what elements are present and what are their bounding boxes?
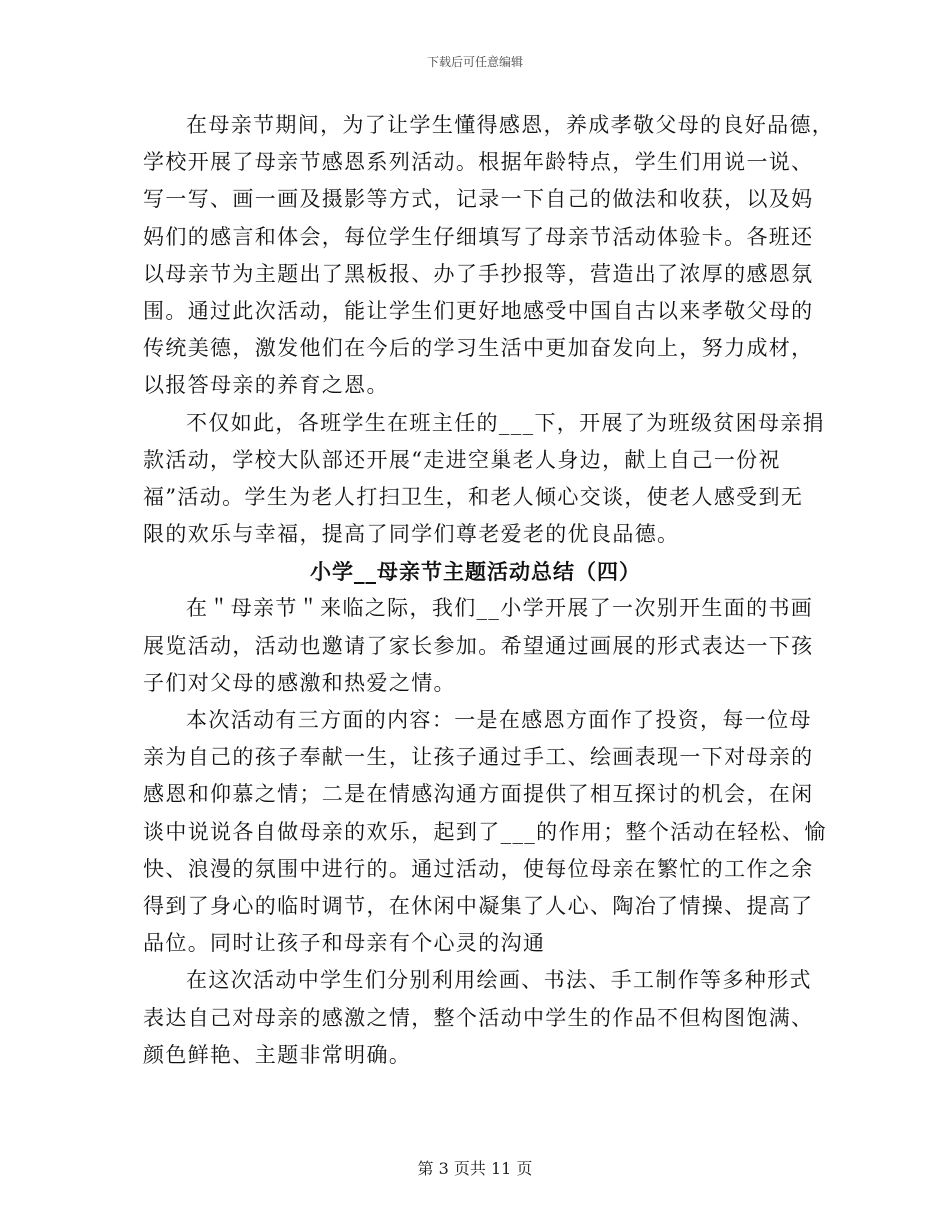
text-line: 品位。同时让孩子和母亲有个心灵的沟通 <box>143 931 546 956</box>
text-line: 展览活动，活动也邀请了家长参加。希望通过画展的形式表达一下孩 <box>143 633 814 658</box>
paragraph-1 <box>143 107 835 405</box>
text-line: 快、浪漫的氛围中进行的。通过活动，使每位母亲在繁忙的工作之余 <box>143 856 814 881</box>
document-body <box>143 107 835 1074</box>
text-line: 表达自己对母亲的感激之情，整个活动中学生的作品不但构图饱满、 <box>143 1005 814 1030</box>
text-line: 谈中说说各自做母亲的欢乐，起到了___的作用；整个活动在轻松、愉 <box>143 819 827 844</box>
text-line: 福”活动。学生为老人打扫卫生，和老人倾心交谈，使老人感受到无 <box>143 484 804 509</box>
section-title: 小学__母亲节主题活动总结（四） <box>310 559 641 585</box>
text-line: 颜色鲜艳、主题非常明确。 <box>143 1042 412 1067</box>
text-line: 以报答母亲的养育之恩。 <box>143 373 389 398</box>
text-line: 围。通过此次活动，能让学生们更好地感受中国自古以来孝敬父母的 <box>143 298 814 323</box>
page-header: 下载后可任意编辑 <box>426 55 523 69</box>
text-line: 不仅如此，各班学生在班主任的___下，开展了为班级贫困母亲捐 <box>186 410 825 435</box>
text-line: 亲为自己的孩子奉献一生，让孩子通过手工、绘画表现一下对母亲的 <box>143 745 814 770</box>
text-line: 写一写、画一画及摄影等方式，记录一下自己的做法和收获，以及妈 <box>143 187 814 212</box>
page-footer: 第 3 页共 11 页 <box>417 1159 533 1178</box>
text-line: 学校开展了母亲节感恩系列活动。根据年龄特点，学生们用说一说、 <box>143 150 814 175</box>
text-line: 妈们的感言和体会，每位学生仔细填写了母亲节活动体验卡。各班还 <box>143 224 814 249</box>
paragraph-4 <box>143 702 827 962</box>
text-line: 得到了身心的临时调节，在休闲中凝集了人心、陶冶了情操、提高了 <box>143 893 814 918</box>
text-line: 在母亲节期间，为了让学生懂得感恩，养成孝敬父母的良好品德， <box>186 113 835 137</box>
text-line: 感恩和仰慕之情；二是在情感沟通方面提供了相互探讨的机会，在闲 <box>143 782 814 807</box>
text-line: 在这次活动中学生们分别利用绘画、书法、手工制作等多种形式 <box>186 968 812 993</box>
text-line: 本次活动有三方面的内容：一是在感恩方面作了投资，每一位母 <box>186 708 812 732</box>
text-line: 传统美德，激发他们在今后的学习生活中更加奋发向上，努力成材， <box>143 336 814 361</box>
text-line: 以母亲节为主题出了黑板报、办了手抄报等，营造出了浓厚的感恩氛 <box>143 261 814 286</box>
paragraph-3 <box>143 590 814 702</box>
text-line: 子们对父母的感激和热爱之情。 <box>143 670 456 695</box>
paragraph-5 <box>143 962 814 1074</box>
paragraph-2 <box>143 405 825 554</box>
text-line: 款活动，学校大队部还开展“走进空巢老人身边，献上自己一份祝 <box>143 447 781 472</box>
text-line: 在＂母亲节＂来临之际，我们__小学开展了一次别开生面的书画 <box>186 596 814 621</box>
text-line: 限的欢乐与幸福，提高了同学们尊老爱老的优良品德。 <box>143 522 680 547</box>
